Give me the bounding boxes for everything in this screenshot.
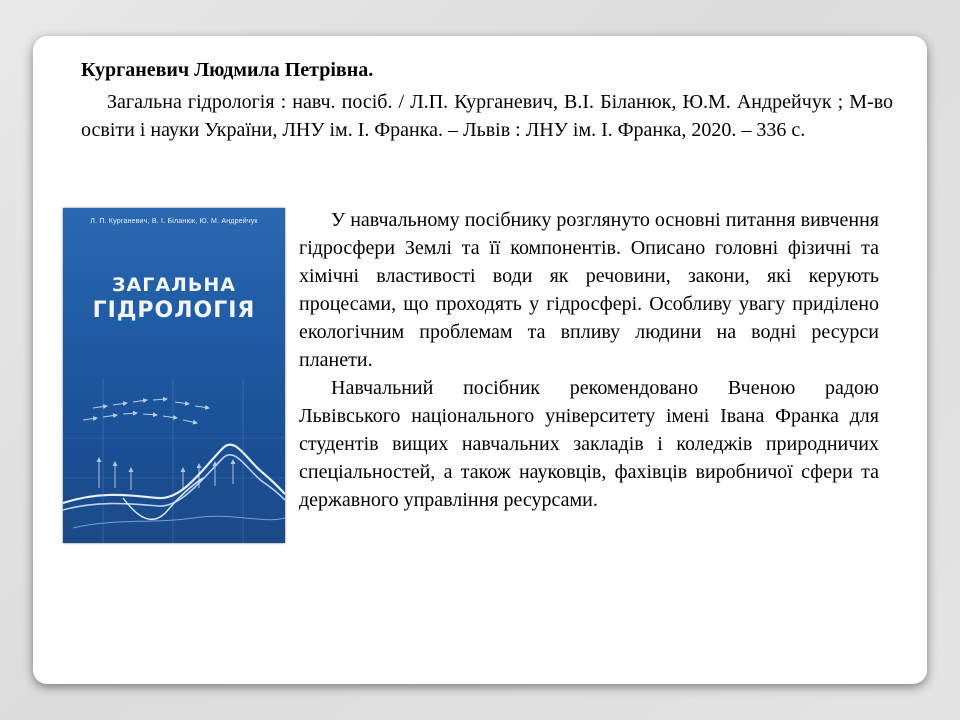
- book-citation: Загальна гідрологія : навч. посіб. / Л.П. Курганевич, В.І. Біланюк, Ю.М. Андрейчук ; М-во освіти і науки України, ЛНУ ім. І. Франка. – Львів : ЛНУ ім. І. Франка, 2020. – 336 с.: [81, 91, 893, 141]
- book-description: [299, 206, 879, 514]
- book-author: Курганевич Людмила Петрівна.: [81, 59, 374, 81]
- description-paragraph-1: У навчальному посібнику розглянуто основні питання вивчення гідросфери Землі та її компонентів. Описано головні фізичні та хімічні властивості води як речовини, закони, які керують процесами, що проходять у гідросфері. Особливу увагу приділено екологічним проблемам та впливу людини на водні ресурси планети.: [299, 209, 879, 371]
- slide: [33, 36, 927, 684]
- cover-illustration: [63, 378, 285, 543]
- cover-title-line1: ЗАГАЛЬНА: [112, 274, 236, 296]
- description-paragraph-2: Навчальний посібник рекомендовано Вченою радою Львівського національного університету імені Івана Франка для студентів вищих навчальних закладів і коледжів природничих спеціальностей, а також науковців, фахівців виробничої сфери та державного управління ресурсами.: [299, 377, 879, 511]
- cover-title-line2: ГІДРОЛОГІЯ: [92, 298, 256, 323]
- book-cover-image: [63, 208, 285, 543]
- cover-authors: Л. П. Курганевич, В. І. Біланюк, Ю. М. Андрейчук: [90, 218, 258, 225]
